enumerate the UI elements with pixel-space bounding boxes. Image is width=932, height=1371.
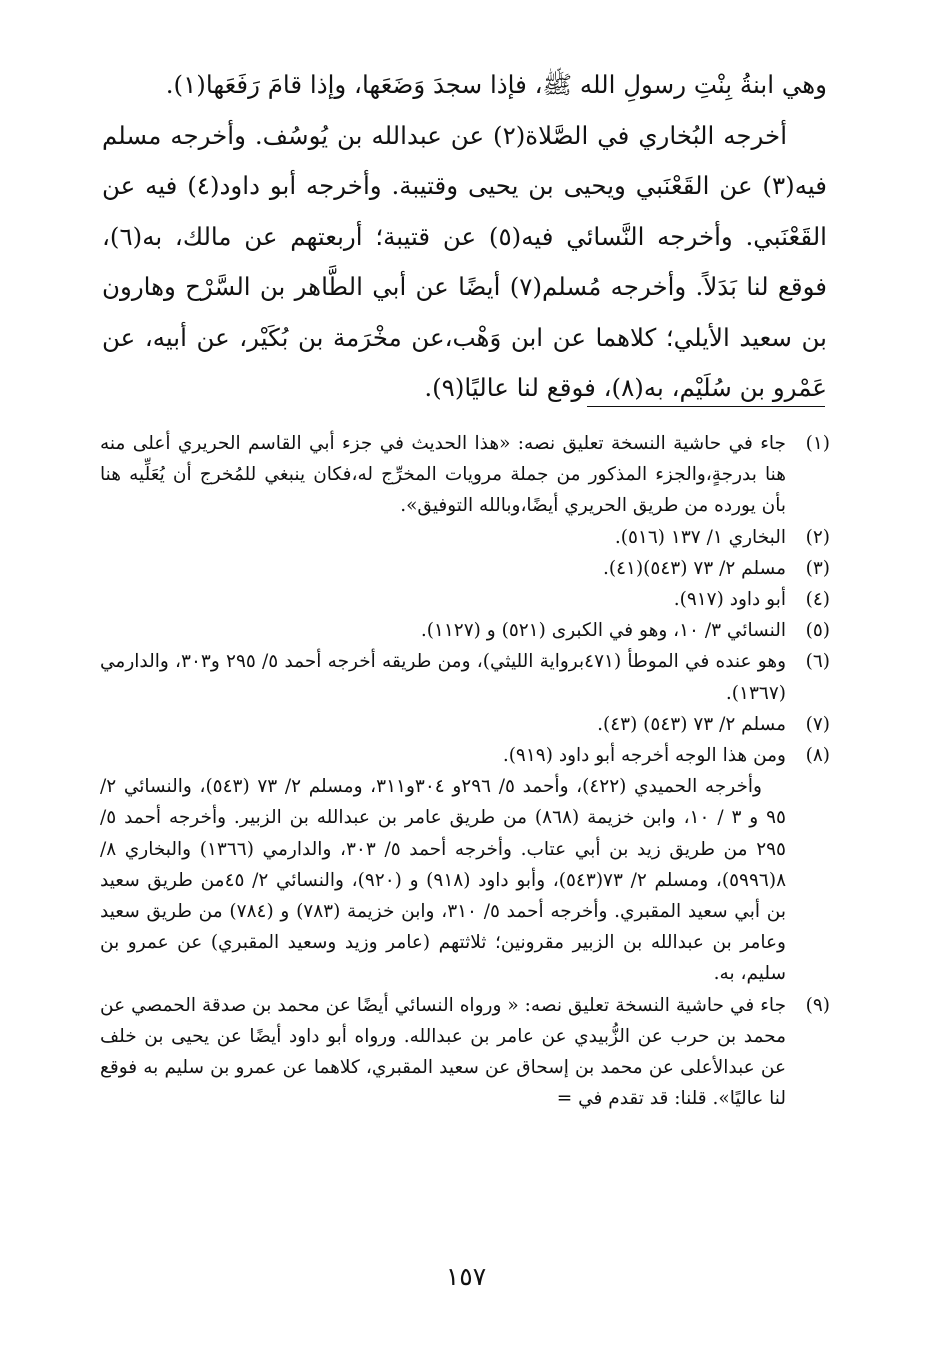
footnote-number: (٨)	[805, 745, 830, 767]
footnote-body	[100, 584, 786, 615]
footnote-text: وهو عنده في الموطأ (٤٧١برواية الليثي)، ومن طريقه أخرجه أحمد ٥/ ٢٩٥ و٣٠٣، والدارمي (١٣٦٧).	[100, 651, 787, 704]
footnote-body	[100, 428, 786, 522]
footnote-body	[100, 646, 786, 708]
main-text	[102, 60, 827, 414]
main-paragraph: وهي ابنةُ بِنْتِ رسولِ الله ﷺ، فإذا سجدَ وَضَعَها، وإذا قامَ رَفَعَها(١).	[165, 70, 827, 99]
footnote-text: النسائي ٣/ ١٠، وهو في الكبرى (٥٢١) و (١١٢٧).	[420, 620, 786, 642]
footnote-text: ومن هذا الوجه أخرجه أبو داود (٩١٩).	[502, 745, 786, 767]
footnotes	[100, 428, 830, 1114]
footnote-number: (٤)	[805, 589, 830, 611]
footnote-text: جاء في حاشية النسخة تعليق نصه: «هذا الحديث في جزء أبي القاسم الحريري أعلى منه هنا بدرجةٍ،والجزء المذكور من جملة مرويات المخرِّج له،فكان ينبغي للمُخرج أن يُعَلِّيه هنا بأن يورده من طريق الحريري أيضًا،وبالله التوفيق».	[100, 433, 786, 517]
footnote-5	[100, 615, 830, 646]
footnote-number: (٣)	[805, 557, 830, 579]
page-number: ١٥٧	[445, 1262, 487, 1291]
footnote-3	[100, 553, 830, 584]
footnote-4	[100, 584, 830, 615]
footnote-body	[100, 709, 786, 740]
footnote-number: (١)	[805, 433, 830, 454]
footnote-number: (٩)	[805, 994, 830, 1016]
footnote-7	[100, 709, 830, 740]
footnote-6	[100, 646, 830, 708]
footnote-body	[100, 740, 786, 990]
footnote-number: (٢)	[805, 526, 830, 548]
footnote-text: أبو داود (٩١٧).	[673, 589, 786, 611]
footnote-text: مسلم ٢/ ٧٣ (٥٤٣)(٤١).	[602, 557, 786, 579]
footnote-body	[100, 990, 786, 1115]
footnote-1	[100, 428, 830, 522]
footnote-separator	[587, 406, 825, 407]
footnote-number: (٥)	[805, 620, 830, 642]
footnote-9	[100, 990, 830, 1115]
footnote-8	[100, 740, 830, 990]
footnote-number: (٦)	[805, 651, 830, 673]
footnote-body	[100, 615, 786, 646]
footnote-body	[100, 553, 786, 584]
footnote-text: وأخرجه الحميدي (٤٢٢)، وأحمد ٥/ ٢٩٦و ٣٠٤و٣١١، ومسلم ٢/ ٧٣ (٥٤٣)، والنسائي ٢/ ٩٥ و ٣ / ١٠، وابن خزيمة (٨٦٨) من طريق عامر بن عبدالله بن الزبير. وأخرجه أحمد ٥/ ٢٩٥ من طريق زيد بن أبي عتاب. وأخرجه أحمد ٥/ ٣٠٣، والدارمي (١٣٦٦) والبخاري ٨/ ٨(٥٩٩٦)، ومسلم ٢/ ٧٣(٥٤٣)، وأبو داود (٩١٨) و (٩٢٠)، والنسائي ٢/ ٤٥من طريق سعيد بن أبي سعيد المقبري. وأخرجه أحمد ٥/ ٣١٠، وابن خزيمة (٧٨٣) و (٧٨٤) من طريق سعيد وعامر بن عبدالله بن الزبير مقرونين؛ ثلاثتهم (عامر وزيد وسعيد المقبري) عن عمرو بن سليم، به.	[100, 776, 786, 985]
main-paragraph: أخرجه البُخاري في الصَّلاة(٢) عن عبدالله بن يُوسُف. وأخرجه مسلم فيه(٣) عن القَعْنَبي ويحيى بن يحيى وقتيبة. وأخرجه أبو داود(٤) فيه عن القَعْنَبي. وأخرجه النَّسائي فيه(٥) عن قتيبة؛ أربعتهم عن مالك، به(٦)، فوقع لنا بَدَلاً. وأخرجه مُسلم(٧) أيضًا عن أبي الطَّاهر بن السَّرْح وهارون بن سعيد الأيلي؛ كلاهما عن ابن وَهْب،عن مخْرَمة بن بُكَيْر، عن أبيه، عن عَمْرو بن سُلَيْم، به(٨)، فوقع لنا عاليًا(٩).	[102, 120, 827, 402]
footnote-2	[100, 522, 830, 553]
footnote-text: مسلم ٢/ ٧٣ (٥٤٣) (٤٣).	[597, 713, 786, 735]
footnote-text: البخاري ١/ ١٣٧ (٥١٦).	[614, 526, 786, 548]
footnote-body	[100, 522, 786, 553]
footnote-number: (٧)	[805, 713, 830, 735]
footnote-text: جاء في حاشية النسخة تعليق نصه: « ورواه النسائي أيضًا عن محمد بن صدقة الحمصي عن محمد بن حرب عن الزُّبيدي عن عامر بن عبدالله. ورواه أبو داود أيضًا عن يحيى بن خلف عن عبدالأعلى عن محمد بن إسحاق عن سعيد المقبري، كلاهما عن عمرو بن سليم به فوقع لنا عاليًا». قلنا: قد تقدم في =	[100, 994, 786, 1110]
